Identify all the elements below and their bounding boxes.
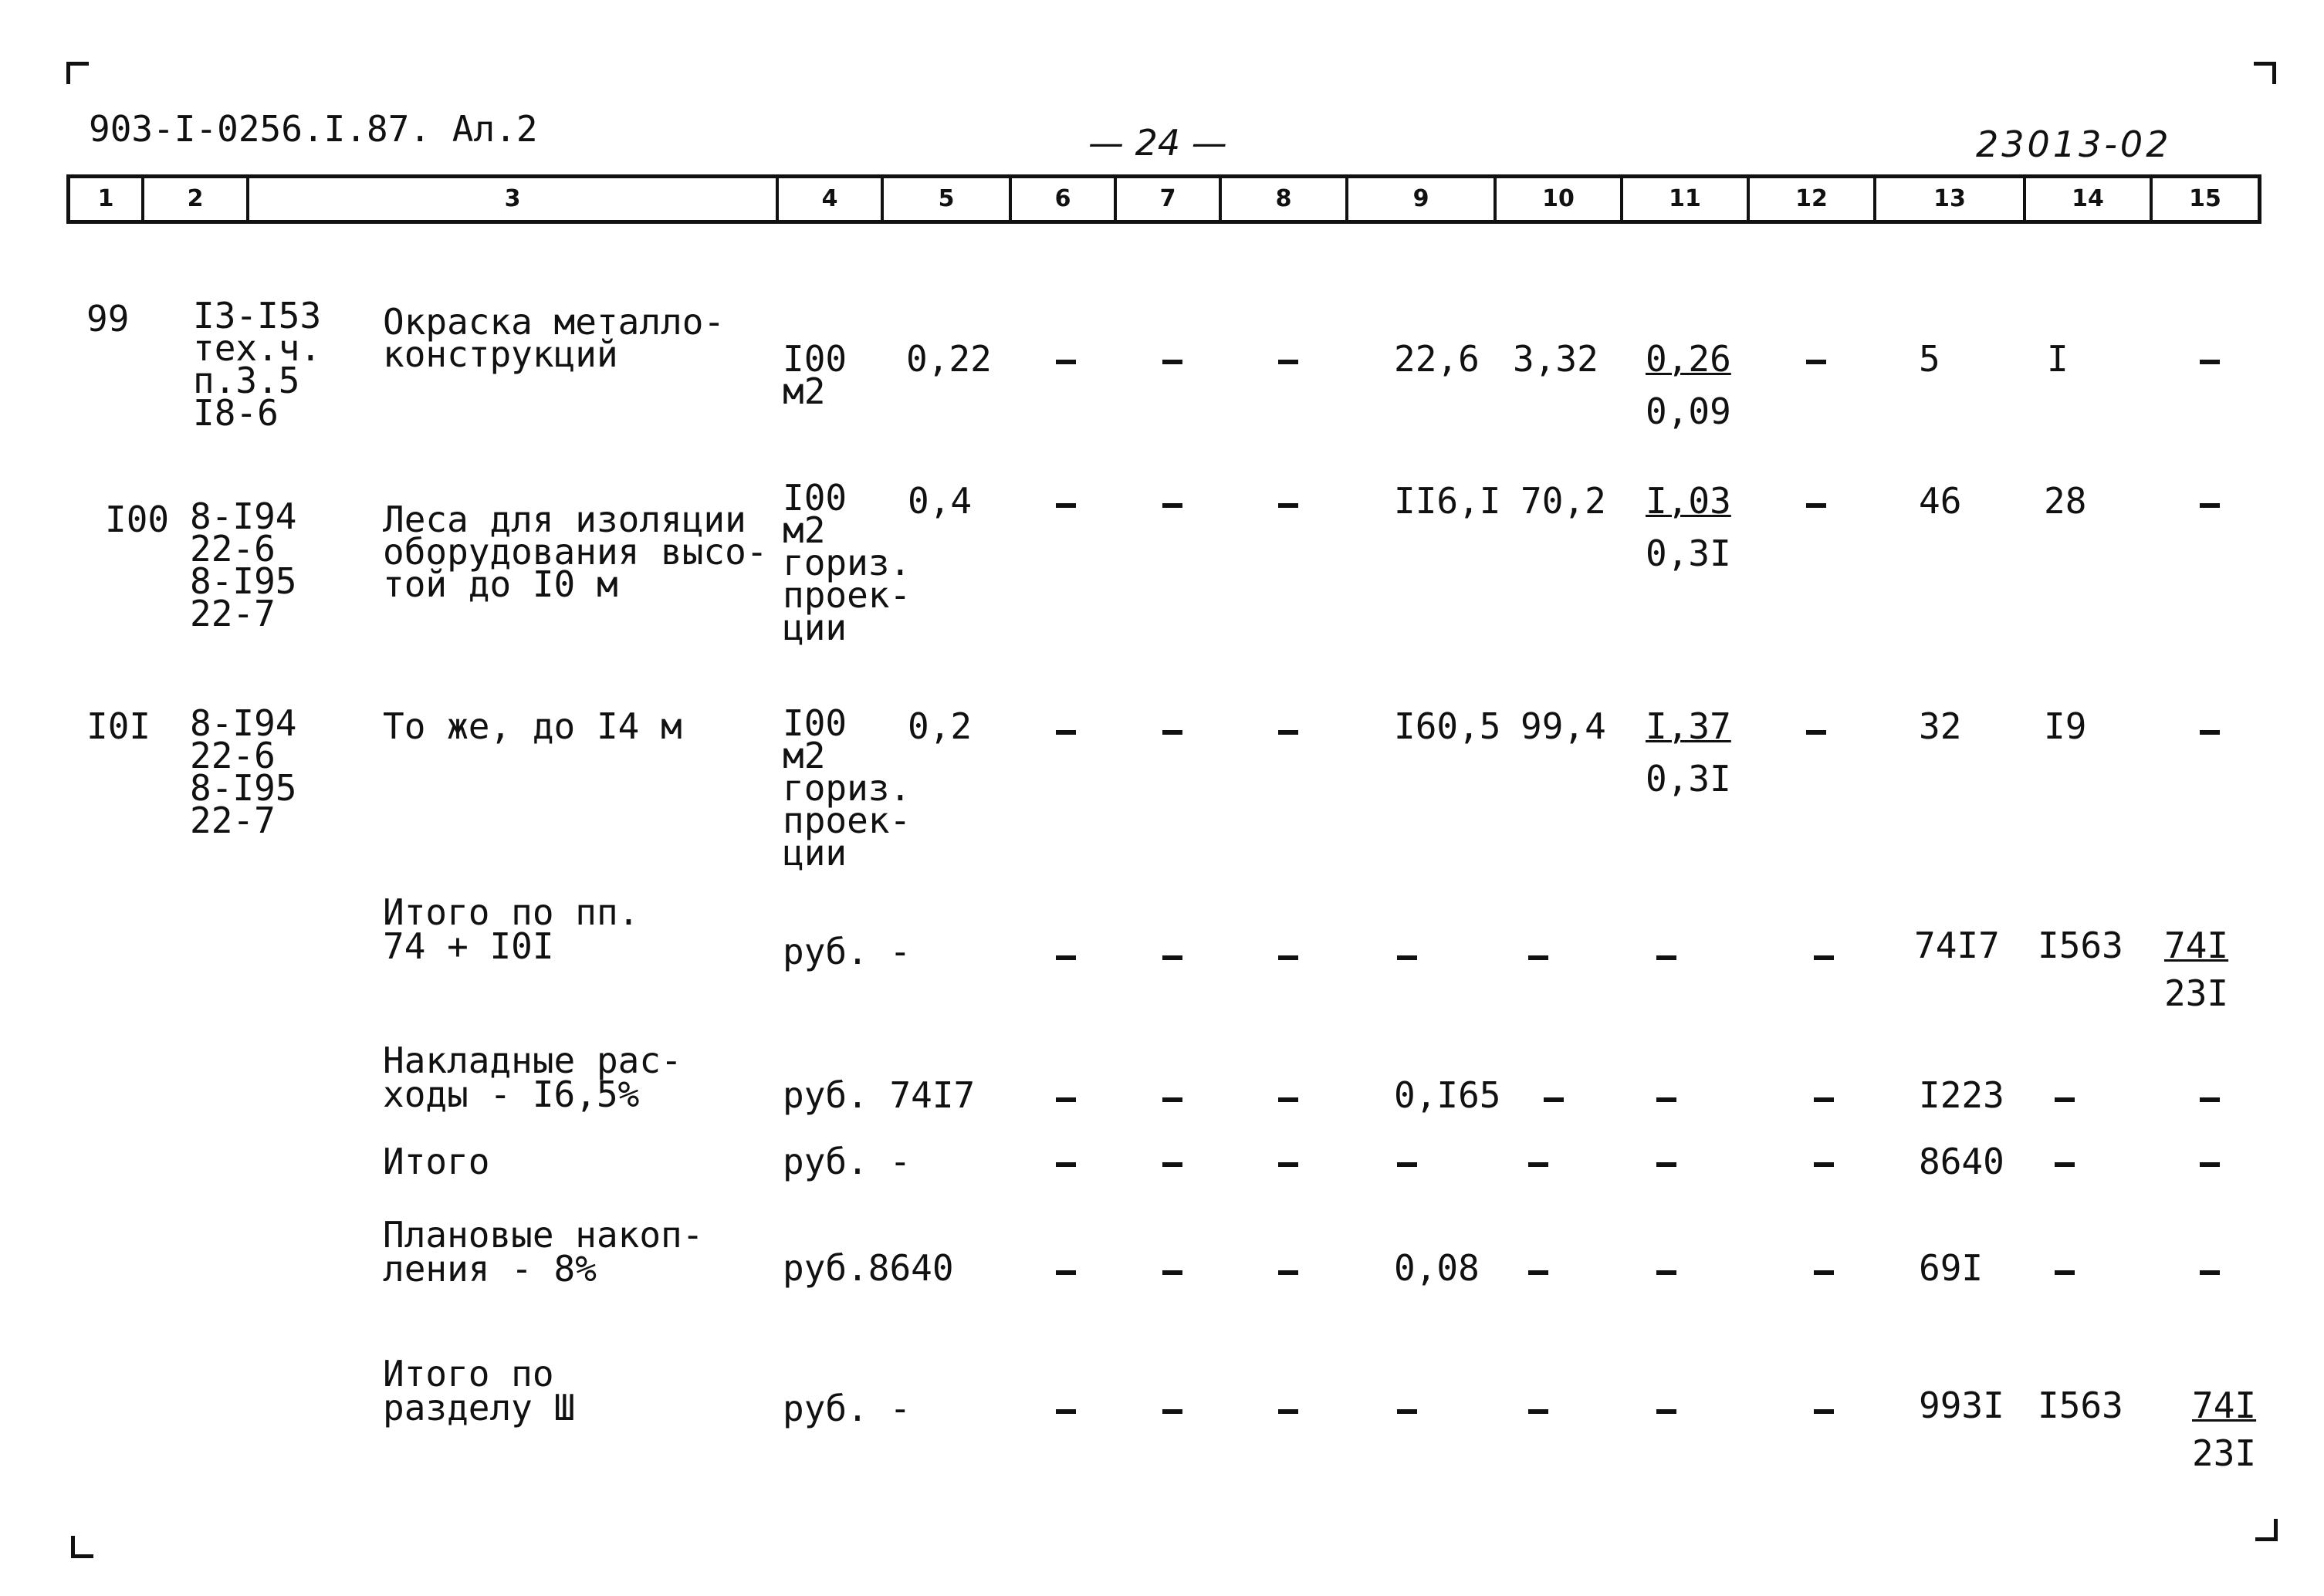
- dash-mark: [1162, 955, 1182, 960]
- col10-value: 70,2: [1521, 480, 1606, 522]
- subtotal-unit: руб. -: [783, 1141, 912, 1182]
- dash-mark: [1528, 1270, 1548, 1275]
- norm-code: 8-I94 22-6 8-I95 22-7: [190, 702, 297, 841]
- col9-value: II6,I: [1394, 480, 1501, 522]
- planned-savings-unit: руб.8640: [783, 1247, 954, 1289]
- col11-value-top: 0,26: [1646, 338, 1731, 380]
- column-number: 14: [2023, 178, 2150, 220]
- planned-savings-col13: 69I: [1919, 1247, 1984, 1289]
- corner-mark-top-right: [2254, 62, 2276, 84]
- dash-mark: [1162, 1409, 1182, 1414]
- col13-value: 5: [1919, 338, 1940, 380]
- dash-mark: [1056, 955, 1076, 960]
- dash-mark: [1814, 955, 1834, 960]
- dash-mark: [1814, 1162, 1834, 1167]
- dash-mark: [2200, 1097, 2220, 1102]
- planned-savings-label: Плановые накоп- ления - 8%: [383, 1214, 704, 1290]
- dash-mark: [2200, 503, 2220, 508]
- work-name: То же, до I4 м: [383, 705, 682, 747]
- section-total-col15-bottom: 23I: [2192, 1432, 2257, 1474]
- dash-mark: [1278, 955, 1298, 960]
- dash-mark: [1528, 955, 1548, 960]
- column-number: 7: [1114, 178, 1219, 220]
- col9-value: I60,5: [1394, 705, 1501, 747]
- dash-mark: [1814, 1409, 1834, 1414]
- col14-value: 28: [2044, 480, 2087, 522]
- corner-mark-bottom-left: [71, 1536, 93, 1558]
- dash-mark: [1806, 503, 1826, 508]
- quantity: 0,4: [908, 480, 973, 522]
- dash-mark: [2200, 1162, 2220, 1167]
- column-number: 6: [1009, 178, 1114, 220]
- row-number: I00: [105, 499, 170, 540]
- dash-mark: [1278, 1162, 1298, 1167]
- dash-mark: [2055, 1097, 2075, 1102]
- dash-mark: [1278, 360, 1298, 364]
- dash-mark: [1814, 1270, 1834, 1275]
- column-number: 11: [1620, 178, 1747, 220]
- col11-value-bottom: 0,3I: [1646, 758, 1731, 800]
- col11-value-bottom: 0,09: [1646, 391, 1731, 432]
- unit: I00 м2: [783, 338, 847, 412]
- dash-mark: [1056, 730, 1076, 735]
- dash-mark: [2200, 730, 2220, 735]
- dash-mark: [1056, 503, 1076, 508]
- total-label: Итого по пп. 74 + I0I: [383, 891, 640, 967]
- section-total-col14: I563: [2038, 1385, 2123, 1426]
- dash-mark: [1162, 1270, 1182, 1275]
- dash-mark: [1162, 360, 1182, 364]
- col11-value-bottom: 0,3I: [1646, 533, 1731, 574]
- dash-mark: [1656, 1162, 1676, 1167]
- overhead-unit: руб. 74I7: [783, 1074, 976, 1116]
- dash-mark: [2200, 1270, 2220, 1275]
- section-total-col15-top: 74I: [2192, 1385, 2257, 1426]
- unit: I00 м2 гориз. проек- ции: [783, 477, 912, 648]
- dash-mark: [1056, 1270, 1076, 1275]
- total-col15-top: 74I: [2164, 925, 2229, 966]
- col10-value: 3,32: [1513, 338, 1598, 380]
- dash-mark: [1528, 1409, 1548, 1414]
- quantity: 0,22: [906, 338, 992, 380]
- dash-mark: [1056, 1097, 1076, 1102]
- dash-mark: [1278, 730, 1298, 735]
- dash-mark: [1278, 1097, 1298, 1102]
- dash-mark: [1278, 1409, 1298, 1414]
- dash-mark: [1162, 1097, 1182, 1102]
- dash-mark: [1814, 1097, 1834, 1102]
- column-number: 9: [1345, 178, 1494, 220]
- dash-mark: [2200, 360, 2220, 364]
- total-col14: I563: [2038, 925, 2123, 966]
- dash-mark: [1056, 360, 1076, 364]
- total-col15-bottom: 23I: [2164, 972, 2229, 1014]
- dash-mark: [1656, 1409, 1676, 1414]
- subtotal-label: Итого: [383, 1141, 490, 1182]
- norm-code: 8-I94 22-6 8-I95 22-7: [190, 495, 297, 634]
- col11-value-top: I,37: [1646, 705, 1731, 747]
- dash-mark: [1397, 1162, 1417, 1167]
- dash-mark: [1278, 503, 1298, 508]
- quantity: 0,2: [908, 705, 973, 747]
- col13-value: 46: [1919, 480, 1962, 522]
- dash-mark: [1656, 1270, 1676, 1275]
- col14-value: I: [2047, 338, 2069, 380]
- dash-mark: [1056, 1409, 1076, 1414]
- column-number: 5: [881, 178, 1009, 220]
- column-number: 2: [141, 178, 246, 220]
- unit: I00 м2 гориз. проек- ции: [783, 702, 912, 874]
- column-number: 13: [1873, 178, 2023, 220]
- column-number-header: [66, 174, 2261, 224]
- dash-mark: [1806, 730, 1826, 735]
- column-number: 12: [1747, 178, 1873, 220]
- dash-mark: [1397, 955, 1417, 960]
- corner-mark-bottom-right: [2255, 1519, 2278, 1541]
- overhead-col13: I223: [1919, 1074, 2004, 1116]
- dash-mark: [1397, 1409, 1417, 1414]
- work-name: Окраска металло- конструкций: [383, 301, 726, 375]
- document-code: 903-I-0256.I.87. Ал.2: [89, 108, 538, 150]
- work-name: Леса для изоляции оборудования высо- той до I0 м: [383, 499, 768, 605]
- col10-value: 99,4: [1521, 705, 1606, 747]
- dash-mark: [2055, 1162, 2075, 1167]
- col11-value-top: I,03: [1646, 480, 1731, 522]
- planned-savings-col9: 0,08: [1394, 1247, 1480, 1289]
- document-number: 23013-02: [1976, 123, 2172, 165]
- column-number: 3: [246, 178, 776, 220]
- dash-mark: [1528, 1162, 1548, 1167]
- section-total-col13: 993I: [1919, 1385, 2004, 1426]
- overhead-label: Накладные рас- ходы - I6,5%: [383, 1040, 682, 1115]
- dash-mark: [1278, 1270, 1298, 1275]
- dash-mark: [1656, 955, 1676, 960]
- page-number: — 24 —: [1088, 122, 1227, 164]
- dash-mark: [1162, 1162, 1182, 1167]
- norm-code: I3-I53 тех.ч. п.3.5 I8-6: [193, 295, 322, 434]
- col14-value: I9: [2044, 705, 2087, 747]
- dash-mark: [1806, 360, 1826, 364]
- dash-mark: [1656, 1097, 1676, 1102]
- column-number: 10: [1494, 178, 1620, 220]
- row-number: 99: [86, 298, 130, 340]
- column-number: 1: [97, 185, 114, 212]
- total-unit: руб. -: [783, 931, 912, 972]
- dash-mark: [1056, 1162, 1076, 1167]
- total-col13: 74I7: [1914, 925, 2000, 966]
- subtotal-col13: 8640: [1919, 1141, 2004, 1182]
- section-total-label: Итого по разделу Ш: [383, 1353, 576, 1429]
- row-number: I0I: [86, 705, 151, 747]
- column-number: 8: [1219, 178, 1345, 220]
- section-total-unit: руб. -: [783, 1388, 912, 1429]
- corner-mark-top-left: [66, 62, 89, 84]
- column-number: 4: [776, 178, 881, 220]
- col9-value: 22,6: [1394, 338, 1480, 380]
- dash-mark: [2055, 1270, 2075, 1275]
- overhead-col9: 0,I65: [1394, 1074, 1501, 1116]
- dash-mark: [1544, 1097, 1564, 1102]
- dash-mark: [1162, 730, 1182, 735]
- col13-value: 32: [1919, 705, 1962, 747]
- column-number: 15: [2150, 178, 2258, 220]
- dash-mark: [1162, 503, 1182, 508]
